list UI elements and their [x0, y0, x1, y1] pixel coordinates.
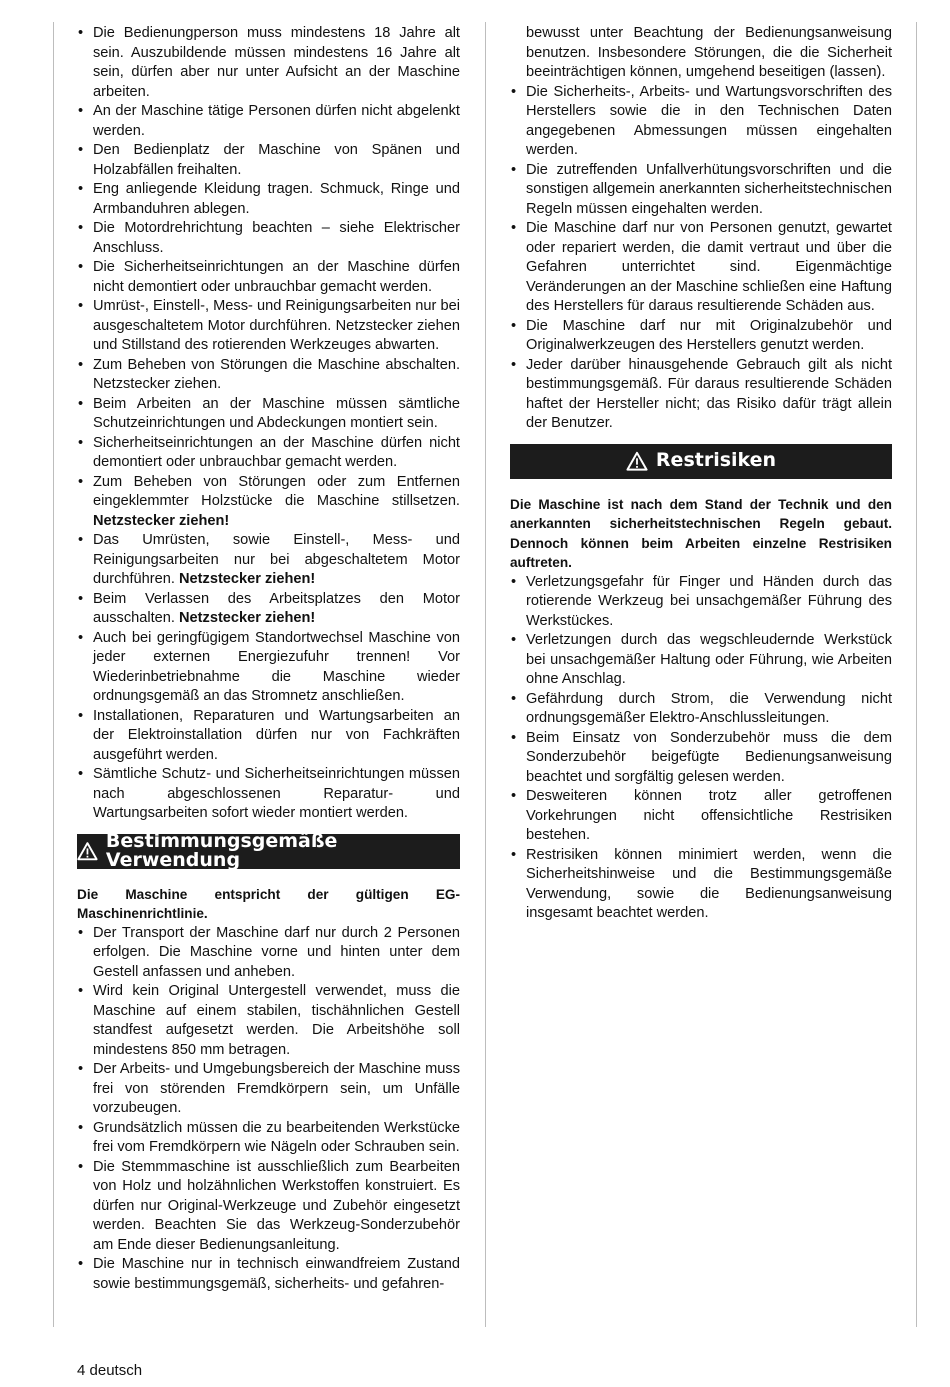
list-item: • Die Sicherheits-, Arbeits- und Wartungsvorschriften des Herstellers sowie die in den Technischen Daten angegebenen Abmessungen müssen eingehalten werden.: [510, 83, 892, 161]
list-item: • Gefährdung durch Strom, die Verwendung nicht ordnungsgemäßer Elektro-Anschlussleitungen.: [510, 690, 892, 729]
list-item: • Beim Arbeiten an der Maschine müssen sämtliche Schutzeinrichtungen und Abdeckungen montiert sein.: [77, 395, 460, 434]
list-item: [77, 531, 460, 590]
intended-use-list: [77, 924, 460, 1295]
list-item: • Zum Beheben von Störungen die Maschine abschalten. Netzstecker ziehen.: [77, 356, 460, 395]
right-column: [510, 24, 892, 924]
list-item: • An der Maschine tätige Personen dürfen nicht abgelenkt werden.: [77, 102, 460, 141]
list-item: • Beim Einsatz von Sonderzubehör muss die dem Sonderzubehör beigefügte Bedienungsanweisung beachtet und sorgfältig gelesen werden.: [510, 729, 892, 788]
section-title: Bestimmungsgemäße Verwendung: [105, 829, 338, 871]
left-margin-rule: [53, 22, 54, 1327]
residual-risks-list: [510, 573, 892, 924]
list-item: • Die Maschine darf nur von Personen genutzt, gewartet oder repariert werden, die damit vertraut und über die Gefahren unterrichtet sind. Eigenmächtige Veränderungen an der Maschine schließen eine Haftung des Herstellers für daraus resultierende Schäden aus.: [510, 219, 892, 317]
list-item-text: Das Umrüsten, sowie Einstell-, Mess- und Reinigungsarbeiten nur bei abgeschaltetem Motor durchführen.: [93, 532, 460, 587]
section-heading-residual-risks: [510, 444, 892, 479]
safety-list: [77, 24, 460, 824]
list-item: • Die Bedienungperson muss mindestens 18 Jahre alt sein. Auszubildende müssen mindestens 16 Jahre alt sein, dürfen aber nur unter Aufsicht an der Maschine arbeiten.: [77, 24, 460, 102]
left-column: [77, 24, 460, 1294]
section-intro: Die Maschine ist nach dem Stand der Technik und den anerkannten sicherheitstechnischen Regeln gebaut. Dennoch können beim Arbeiten einzelne Restrisiken auftreten.: [510, 496, 892, 570]
list-item: • Die Sicherheitseinrichtungen an der Maschine dürfen nicht demontiert oder unbrauchbar gemacht werden.: [77, 258, 460, 297]
list-item: • Umrüst-, Einstell-, Mess- und Reinigungsarbeiten nur bei ausgeschaltetem Motor durchführen. Netzstecker ziehen und Stillstand des rotierenden Werkzeuges abwarten.: [77, 297, 460, 356]
list-item: • Jeder darüber hinausgehende Gebrauch gilt als nicht bestimmungsgemäß. Für daraus resultierende Schäden haftet der Hersteller nicht; das Risiko dafür trägt allein der Benutzer.: [510, 356, 892, 434]
list-item: • Die Motordrehrichtung beachten – siehe Elektrischer Anschluss.: [77, 219, 460, 258]
list-item: • Der Arbeits- und Umgebungsbereich der Maschine muss frei von störenden Fremdkörpern sein, um Unfälle vorzubeugen.: [77, 1060, 460, 1119]
list-item: • Wird kein Original Untergestell verwendet, muss die Maschine auf einem stabilen, tischähnlichen Gestell standfest aufgesetzt werden. Die Arbeitshöhe soll mindestens 850 mm betragen.: [77, 982, 460, 1060]
section-title: Restrisiken: [655, 449, 777, 472]
list-item: • Eng anliegende Kleidung tragen. Schmuck, Ringe und Armbanduhren ablegen.: [77, 180, 460, 219]
list-item: • Die Stemmmaschine ist ausschließlich zum Bearbeiten von Holz und holzähnlichen Werkstoffen konstruiert. Es dürfen nur Original-Werkzeuge und Zubehör eingesetzt werden. Beachten Sie das Werkzeug-Sonderzubehör am Ende dieser Bedienungsanleitung.: [77, 1158, 460, 1256]
list-item: • Auch bei geringfügigem Standortwechsel Maschine von jeder externen Energiezufuhr trennen! Vor Wiederinbetriebnahme die Maschine wieder ordnungsgemäß an das Stromnetz anschließen.: [77, 629, 460, 707]
list-item: • Restrisiken können minimiert werden, wenn die Sicherheitshinweise und die Bestimmungsgemäße Verwendung, sowie die Bedienungsanweisung insgesamt beachtet werden.: [510, 846, 892, 924]
list-item: [77, 590, 460, 629]
warning-triangle-icon: [77, 841, 98, 861]
list-item: • Grundsätzlich müssen die zu bearbeitenden Werkstücke frei vom Fremdkörpern wie Nägeln oder Schrauben sein.: [77, 1119, 460, 1158]
section-heading-intended-use: [77, 829, 460, 871]
right-margin-rule: [916, 22, 917, 1327]
list-item: • Verletzungsgefahr für Finger und Händen durch das rotierende Werkzeug bei unsachgemäßer Führung des Werkstückes.: [510, 573, 892, 632]
list-item: [77, 473, 460, 532]
center-column-rule: [485, 22, 486, 1327]
intended-use-list-continued: [510, 24, 892, 434]
section-intro: Die Maschine entspricht der gültigen EG-Maschinenrichtlinie.: [77, 886, 460, 921]
list-item: • Der Transport der Maschine darf nur durch 2 Personen erfolgen. Die Maschine vorne und hinten unter dem Gestell anfassen und anheben.: [77, 924, 460, 983]
list-item: • Verletzungen durch das wegschleudernde Werkstück bei unsachgemäßer Haltung oder Führung, wie Arbeiten ohne Anschlag.: [510, 631, 892, 690]
list-item: • Sämtliche Schutz- und Sicherheitseinrichtungen müssen nach abgeschlossenen Reparatur- und Wartungsarbeiten sofort wieder montiert werden.: [77, 765, 460, 824]
page-footer: 4 deutsch: [77, 1362, 143, 1379]
list-item: • Die zutreffenden Unfallverhütungsvorschriften und die sonstigen allgemein anerkannten sicherheitstechnischen Regeln müssen eingehalten werden.: [510, 161, 892, 220]
unplug-warning: Netzstecker ziehen!: [93, 512, 230, 529]
unplug-warning: Netzstecker ziehen!: [179, 571, 316, 587]
list-item: • Die Maschine nur in technisch einwandfreiem Zustand sowie bestimmungsgemäß, sicherheits- und gefahren-: [77, 1255, 460, 1294]
list-item: • Sicherheitseinrichtungen an der Maschine dürfen nicht demontiert oder unbrauchbar gemacht werden.: [77, 434, 460, 473]
list-item: • Installationen, Reparaturen und Wartungsarbeiten an der Elektroinstallation dürfen nur von Fachkräften ausgeführt werden.: [77, 707, 460, 766]
unplug-warning: Netzstecker ziehen!: [179, 610, 316, 626]
list-item-text: Zum Beheben von Störungen oder zum Entfernen eingeklemmter Holzstücke die Maschine stillsetzen.: [93, 473, 460, 509]
list-item: • Die Maschine darf nur mit Originalzubehör und Originalwerkzeugen des Herstellers genutzt werden.: [510, 317, 892, 356]
list-item: • Desweiteren können trotz aller getroffenen Vorkehrungen nicht offensichtliche Restrisiken bestehen.: [510, 787, 892, 846]
list-item: • Den Bedienplatz der Maschine von Spänen und Holzabfällen freihalten.: [77, 141, 460, 180]
list-item-continuation: bewusst unter Beachtung der Bedienungsanweisung benutzen. Insbesondere Störungen, die die Sicherheit beeinträchtigen können, umgehend beseitigen (lassen).: [526, 25, 892, 80]
list-item-text: Beim Verlassen des Arbeitsplatzes den Motor ausschalten.: [93, 590, 460, 626]
warning-triangle-icon: [626, 451, 648, 471]
